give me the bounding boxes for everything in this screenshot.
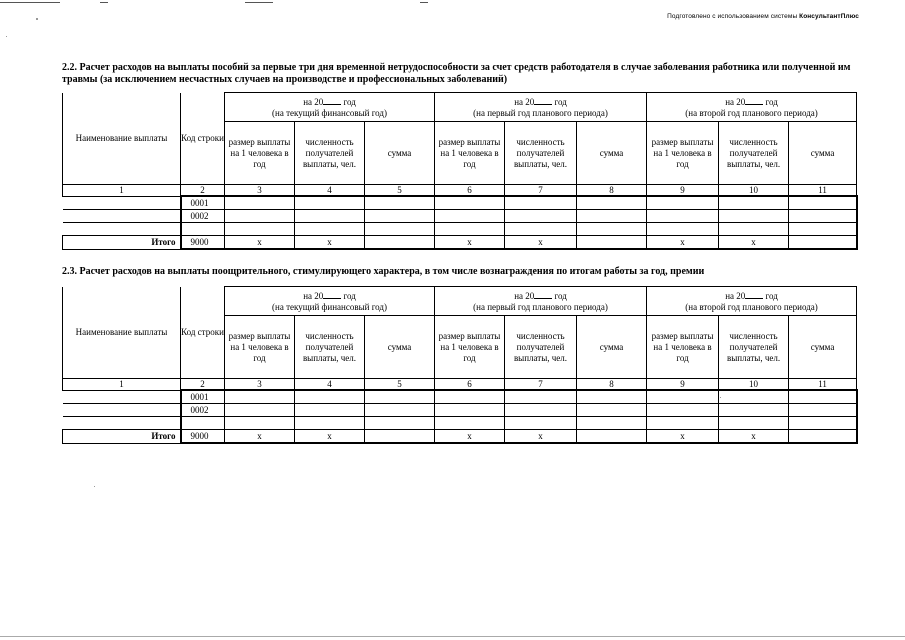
col-name-label: Наименование выплаты [75, 326, 168, 337]
table-row [63, 404, 857, 417]
value-cell[interactable] [225, 196, 295, 210]
column-numbers-row [63, 185, 857, 197]
value-cell[interactable] [225, 404, 295, 417]
row-name-cell[interactable] [63, 210, 181, 223]
total-code-cell: 9000 [181, 430, 225, 444]
col-code-label: Код строки [181, 132, 224, 143]
sub-size-header: размер выплаты на 1 человека в год [435, 122, 505, 185]
x-mark: х [647, 236, 719, 250]
value-cell[interactable] [435, 196, 505, 210]
period-second-plan-label: (на второй год планового периода) [685, 107, 818, 118]
sub-size-header: размер выплаты на 1 человека в год [647, 316, 719, 379]
value-cell[interactable] [789, 223, 857, 236]
x-mark: х [647, 430, 719, 444]
col-number: 4 [295, 379, 365, 391]
total-code-cell: 9000 [181, 236, 225, 250]
period-second-plan-header [647, 93, 857, 122]
value-cell[interactable] [789, 210, 857, 223]
x-mark: х [225, 430, 295, 444]
period-suffix: год [343, 290, 356, 301]
total-row [63, 430, 857, 444]
value-cell[interactable] [435, 210, 505, 223]
period-suffix: год [554, 96, 567, 107]
sub-size-header: размер выплаты на 1 человека в год [225, 122, 295, 185]
total-sum-cell[interactable] [577, 236, 647, 250]
col-number: 1 [63, 185, 181, 197]
header-note-prefix: Подготовлено с использованием системы [667, 13, 800, 20]
col-number: 9 [647, 379, 719, 391]
period-suffix: год [343, 96, 356, 107]
value-cell[interactable] [577, 404, 647, 417]
sub-sum-header: сумма [365, 122, 435, 185]
sub-size-header: размер выплаты на 1 человека в год [647, 122, 719, 185]
period-suffix: год [765, 290, 778, 301]
row-code-cell: 0001 [181, 390, 225, 404]
table-row [63, 210, 857, 223]
period-current-label: (на текущий финансовый год) [272, 107, 387, 118]
value-cell[interactable] [435, 223, 505, 236]
row-name-cell[interactable] [63, 404, 181, 417]
col-code-label: Код строки [181, 326, 224, 337]
value-cell[interactable] [435, 417, 505, 430]
value-cell[interactable] [295, 404, 365, 417]
period-current-label: (на текущий финансовый год) [272, 301, 387, 312]
col-number: 11 [789, 379, 857, 391]
value-cell[interactable] [577, 210, 647, 223]
section-2-2-title: 2.2. Расчет расходов на выплаты пособий за первые три дня временной нетрудоспособности за счет средств работодателя в случае заболевания работника или полученной им травмы (за исключением несчастных случаев на производстве и профессиональных заболеваний) [62, 62, 851, 85]
value-cell[interactable] [505, 404, 577, 417]
sub-sum-header: сумма [789, 316, 857, 379]
period-prefix: на 20 [514, 96, 535, 107]
value-cell[interactable] [647, 196, 719, 210]
col-number: 8 [577, 185, 647, 197]
row-code-cell: 0001 [181, 196, 225, 210]
page-top-edge [0, 0, 905, 6]
col-number: 7 [505, 379, 577, 391]
x-mark: х [225, 236, 295, 250]
value-cell[interactable] [365, 390, 435, 404]
scan-speck [94, 486, 95, 487]
col-number: 7 [505, 185, 577, 197]
value-cell[interactable] [505, 417, 577, 430]
value-cell[interactable] [365, 417, 435, 430]
sub-count-header: численность получателей выплаты, чел. [719, 122, 789, 185]
value-cell[interactable] [505, 196, 577, 210]
period-first-plan-label: (на первый год планового периода) [473, 301, 608, 312]
sub-sum-header: сумма [577, 316, 647, 379]
table-row [63, 223, 857, 236]
period-prefix: на 20 [725, 290, 746, 301]
value-cell[interactable] [719, 223, 789, 236]
sub-count-header: численность получателей выплаты, чел. [505, 316, 577, 379]
table-2-2 [62, 92, 858, 250]
table-2-3 [62, 286, 858, 444]
period-current-header [225, 93, 435, 122]
x-mark: х [719, 430, 789, 444]
value-cell[interactable] [365, 196, 435, 210]
value-cell[interactable] [647, 210, 719, 223]
col-number: 6 [435, 185, 505, 197]
col-number: 10 [719, 379, 789, 391]
sub-count-header: численность получателей выплаты, чел. [295, 122, 365, 185]
col-name-header [63, 93, 181, 185]
value-cell[interactable] [225, 223, 295, 236]
col-number: 4 [295, 185, 365, 197]
value-cell[interactable] [295, 196, 365, 210]
col-name-label: Наименование выплаты [75, 132, 168, 143]
col-number: 1 [63, 379, 181, 391]
value-cell[interactable] [647, 404, 719, 417]
value-cell[interactable] [505, 223, 577, 236]
col-name-header [63, 287, 181, 379]
col-number: 2 [181, 185, 225, 197]
value-cell[interactable] [225, 210, 295, 223]
period-prefix: на 20 [303, 290, 324, 301]
col-code-header [181, 93, 225, 185]
total-sum-cell[interactable] [789, 430, 857, 444]
value-cell[interactable] [295, 417, 365, 430]
value-cell[interactable] [789, 390, 857, 404]
consultant-plus-note [667, 13, 859, 20]
row-name-cell[interactable] [63, 390, 181, 404]
col-number: 9 [647, 185, 719, 197]
col-code-header [181, 287, 225, 379]
value-cell[interactable] [719, 417, 789, 430]
period-second-plan-header [647, 287, 857, 316]
scan-speck [36, 18, 38, 20]
x-mark: х [719, 236, 789, 250]
period-prefix: на 20 [725, 96, 746, 107]
x-mark: х [435, 236, 505, 250]
x-mark: х [505, 430, 577, 444]
value-cell[interactable] [577, 417, 647, 430]
sub-count-header: численность получателей выплаты, чел. [719, 316, 789, 379]
value-cell[interactable] [435, 404, 505, 417]
value-cell[interactable] [647, 390, 719, 404]
table-row [63, 390, 857, 404]
col-number: 8 [577, 379, 647, 391]
period-first-plan-header [435, 287, 647, 316]
sub-count-header: численность получателей выплаты, чел. [505, 122, 577, 185]
col-number: 11 [789, 185, 857, 197]
value-cell[interactable] [295, 390, 365, 404]
period-suffix: год [765, 96, 778, 107]
total-label: Итого [63, 430, 181, 444]
value-cell[interactable] [225, 417, 295, 430]
x-mark: х [505, 236, 577, 250]
value-cell[interactable] [577, 223, 647, 236]
sub-sum-header: сумма [365, 316, 435, 379]
period-prefix: на 20 [514, 290, 535, 301]
col-number: 3 [225, 379, 295, 391]
value-cell[interactable] [647, 223, 719, 236]
value-cell[interactable] [577, 390, 647, 404]
x-mark: х [295, 236, 365, 250]
col-number: 5 [365, 185, 435, 197]
period-suffix: год [554, 290, 567, 301]
period-first-plan-header [435, 93, 647, 122]
period-second-plan-label: (на второй год планового периода) [685, 301, 818, 312]
total-sum-cell[interactable] [577, 430, 647, 444]
row-code-cell [181, 417, 225, 430]
sub-size-header: размер выплаты на 1 человека в год [225, 316, 295, 379]
total-row [63, 236, 857, 250]
total-sum-cell[interactable] [365, 430, 435, 444]
value-cell[interactable] [577, 196, 647, 210]
value-cell[interactable] [295, 223, 365, 236]
total-label: Итого [63, 236, 181, 250]
row-code-cell [181, 223, 225, 236]
col-number: 6 [435, 379, 505, 391]
value-cell[interactable] [295, 210, 365, 223]
col-number: 5 [365, 379, 435, 391]
col-number: 2 [181, 379, 225, 391]
value-cell[interactable] [505, 390, 577, 404]
value-cell[interactable] [719, 210, 789, 223]
section-2-3-title: 2.3. Расчет расходов на выплаты поощрительного, стимулирующего характера, в том числе вознаграждения по итогам работы за год, премии [62, 266, 705, 277]
row-code-cell: 0002 [181, 210, 225, 223]
scan-speck [6, 36, 7, 37]
col-number: 10 [719, 185, 789, 197]
total-sum-cell[interactable] [789, 236, 857, 250]
period-prefix: на 20 [303, 96, 324, 107]
sub-count-header: численность получателей выплаты, чел. [295, 316, 365, 379]
value-cell[interactable] [505, 210, 577, 223]
table-row [63, 196, 857, 210]
sub-sum-header: сумма [789, 122, 857, 185]
page-bottom-edge [0, 634, 905, 640]
value-cell[interactable] [789, 196, 857, 210]
value-cell[interactable] [719, 390, 789, 404]
value-cell[interactable] [365, 210, 435, 223]
value-cell[interactable] [789, 417, 857, 430]
header-note-brand: КонсультантПлюс [799, 13, 859, 20]
value-cell[interactable] [365, 223, 435, 236]
value-cell[interactable] [719, 196, 789, 210]
value-cell[interactable] [647, 417, 719, 430]
x-mark: х [435, 430, 505, 444]
period-first-plan-label: (на первый год планового периода) [473, 107, 608, 118]
value-cell[interactable] [365, 404, 435, 417]
value-cell[interactable] [719, 404, 789, 417]
col-number: 3 [225, 185, 295, 197]
value-cell[interactable] [225, 390, 295, 404]
row-name-cell[interactable] [63, 223, 181, 236]
sub-sum-header: сумма [577, 122, 647, 185]
column-numbers-row [63, 379, 857, 391]
value-cell[interactable] [435, 390, 505, 404]
period-current-header [225, 287, 435, 316]
row-code-cell: 0002 [181, 404, 225, 417]
total-sum-cell[interactable] [365, 236, 435, 250]
row-name-cell[interactable] [63, 196, 181, 210]
value-cell[interactable] [789, 404, 857, 417]
row-name-cell[interactable] [63, 417, 181, 430]
sub-size-header: размер выплаты на 1 человека в год [435, 316, 505, 379]
x-mark: х [295, 430, 365, 444]
table-row [63, 417, 857, 430]
scan-speck [720, 397, 721, 398]
